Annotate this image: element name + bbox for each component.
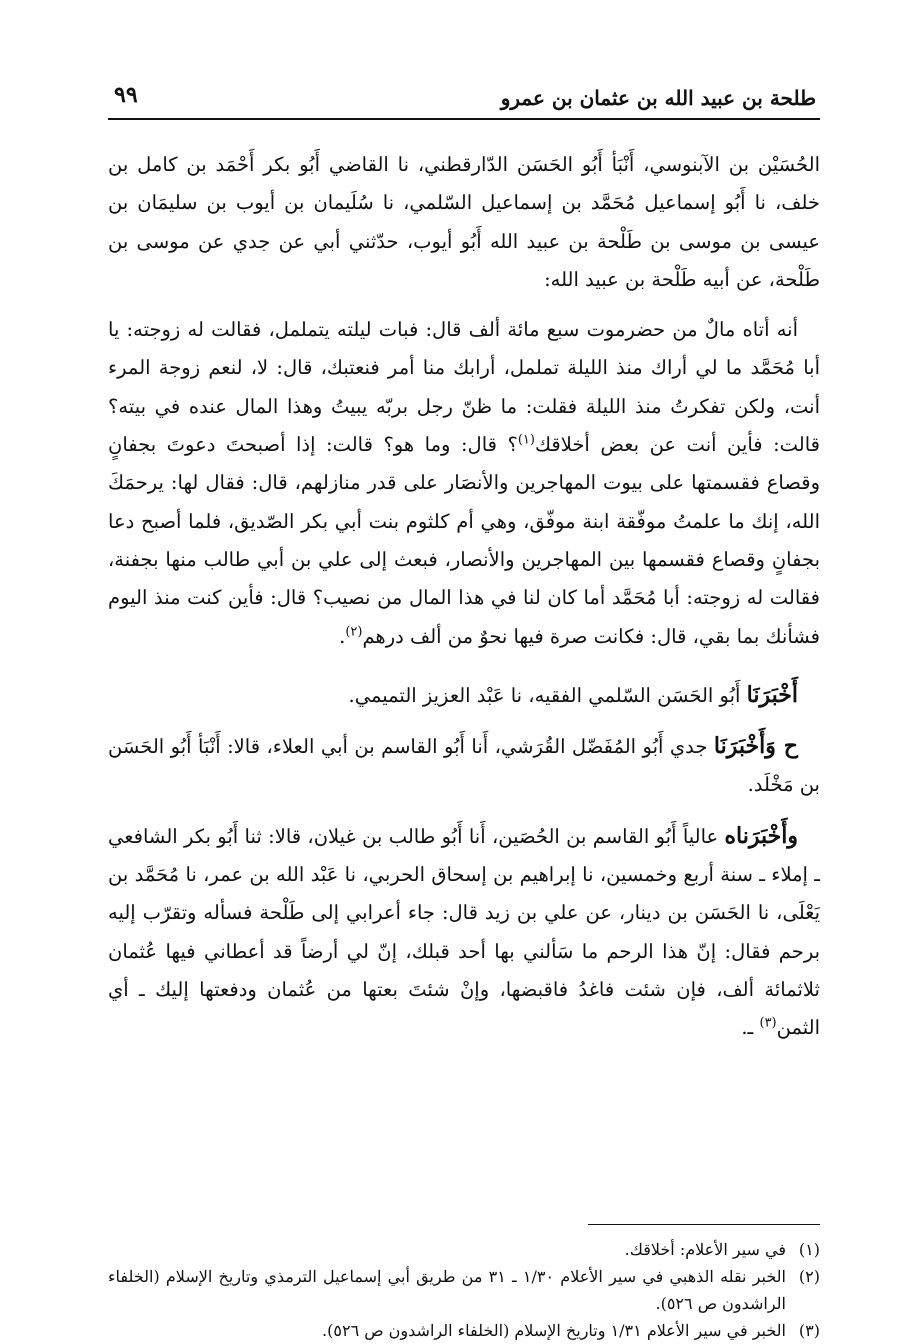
paragraph-akhbarana-2 [108,727,820,805]
footnote-ref-2[interactable]: (٢) [345,624,363,640]
paragraph-text: أَبُو الحَسَن السّلمي الفقيه، نا عَبْد العزيز التميمي. [348,683,747,707]
paragraph-akhbarana-3 [108,817,820,1048]
footnote-number: (١) [798,1240,820,1259]
footnote-3 [108,1317,820,1344]
main-text [108,146,820,1068]
footnote-number: (٢) [798,1267,820,1286]
footnote-ref-1[interactable]: (١) [517,432,535,448]
paragraph-text: الحُسَيْن بن الآبنوسي، أَنْبَأ أَبُو الحَسَن الدّارقطني، نا القاضي أَبُو بكر أَحْمَد بن كامل بن خلف، نا أَبُو إسماعيل مُحَمَّد بن إسماعيل السّلمي، نا سُلَيمان بن أيوب بن سليمَان بن عيسى بن موسى بن طَلْحة بن عبيد الله أَبُو أيوب، حدّثني أبي عن جدي عن موسى بن طَلْحة، عن أبيه طَلْحة بن عبيد الله: [108,153,820,291]
footnote-ref-3[interactable]: (٣) [759,1015,777,1031]
footnote-2 [108,1263,820,1317]
running-title: طلحة بن عبيد الله بن عثمان بن عمرو [500,86,816,110]
paragraph-isnad [108,146,820,299]
page-header [108,72,820,112]
footnote-text: في سير الأعلام: أخلاقك. [624,1240,786,1259]
footnote-text: الخبر نقله الذهبي في سير الأعلام ١/٣٠ ـ ٣١ من طريق أبي إسماعيل الترمذي وتاريخ الإسلام (الخلفاء الراشدون ص ٥٢٦). [108,1267,787,1313]
paragraph-text: ـ. [741,1016,760,1040]
page-number: ٩٩ [114,82,138,108]
footnote-number: (٣) [798,1321,820,1340]
paragraph-text: أنه أتاه مالٌ من حضرموت سبع مائة ألف قال: فبات ليلته يتململ، فقالت له زوجته: يا أبا مُحَمَّد ما لي أراك منذ الليلة تململ، أرابك منا أمر فنعتبك، قال: لا، لنعم زوجة المرء أنت، ولكن تفكرتُ منذ الليلة فقلت: ما ظنّ رجل بربّه يبيتُ وهذا المال عنده في بيته؟ قالت: فأين أنت عن بعض أخلاقك [108,318,821,457]
lead-word: وَأَخْبَرَنَا [713,733,776,760]
paragraph-akhbarana-1 [108,676,820,715]
book-page [108,72,821,1340]
paragraph-text: . [339,624,346,648]
paragraph-text: ؟ قال: وما هو؟ قالت: إذا أصبحتَ دعوتَ بجفانٍ وقصاع فقسمتها على بيوت المهاجرين والأنصَار على قدر منازلهم، قال: فقال لها: يرحمَكَ الله، إنك ما علمتُ موفّقة ابنة موفّق، وهي أم كلثوم بنت أبي بكر الصّديق، فلما أصبح دعا بجفانٍ وقصاع فقسمها بين المهاجرين والأنصار، فبعث إلى علي بن أبي طالب منها بجفنة، فقالت له زوجته: أبا مُحَمَّد أما كان لنا في هذا المال من نصيب؟ قال: فأين كنت منذ اليوم فشأنك بما بقي، قال: فكانت صرة فيها نحوٌ من ألف درهم [108,433,820,648]
footnote-rule [588,1224,820,1225]
lead-word: وأَخْبَرَناه [724,822,798,849]
paragraph-text: جدي أَبُو المُفَضّل القُرَشي، أَنا أَبُو القاسم بن أبي العلاء، قالا: أَنْبَأ أَبُو الحَسَن بن مَخْلَد. [108,735,820,797]
lead-word: أَخْبَرَنَا [746,681,798,708]
footnote-text: الخبر في سير الأعلام ١/٣١ وتاريخ الإسلام (الخلفاء الراشدون ص ٥٢٦). [322,1321,786,1340]
footnotes [108,1236,820,1344]
ha-marker: ح [775,733,798,760]
header-rule [108,118,820,120]
paragraph-narration [108,311,820,656]
paragraph-text: عالياً أَبُو القاسم بن الحُصَين، أَنا أَبُو طالب بن غيلان، قالا: ثنا أَبُو بكر الشافعي ـ إملاء ـ سنة أربع وخمسين، نا إبراهيم بن إسحاق الحربي، نا عَبْد الله بن عمر، نا مُحَمَّد بن يَعْلَى، نا الحَسَن بن دينار، عن علي بن زيد قال: جاء أعرابي إلى طَلْحة فسأله وتقرّب إليه برحم فقال: إنّ هذا الرحم ما سَألني بها أحد قبلك، إنّ لي أرضاً قد أعطاني فيها عُثمان ثلاثمائة ألف، فإن شئت فاغدُ فاقبضها، وإنْ شئتَ بعتها من عُثمان ودفعتها إليك ـ أي الثمن [108,824,820,1040]
footnote-1 [108,1236,820,1263]
